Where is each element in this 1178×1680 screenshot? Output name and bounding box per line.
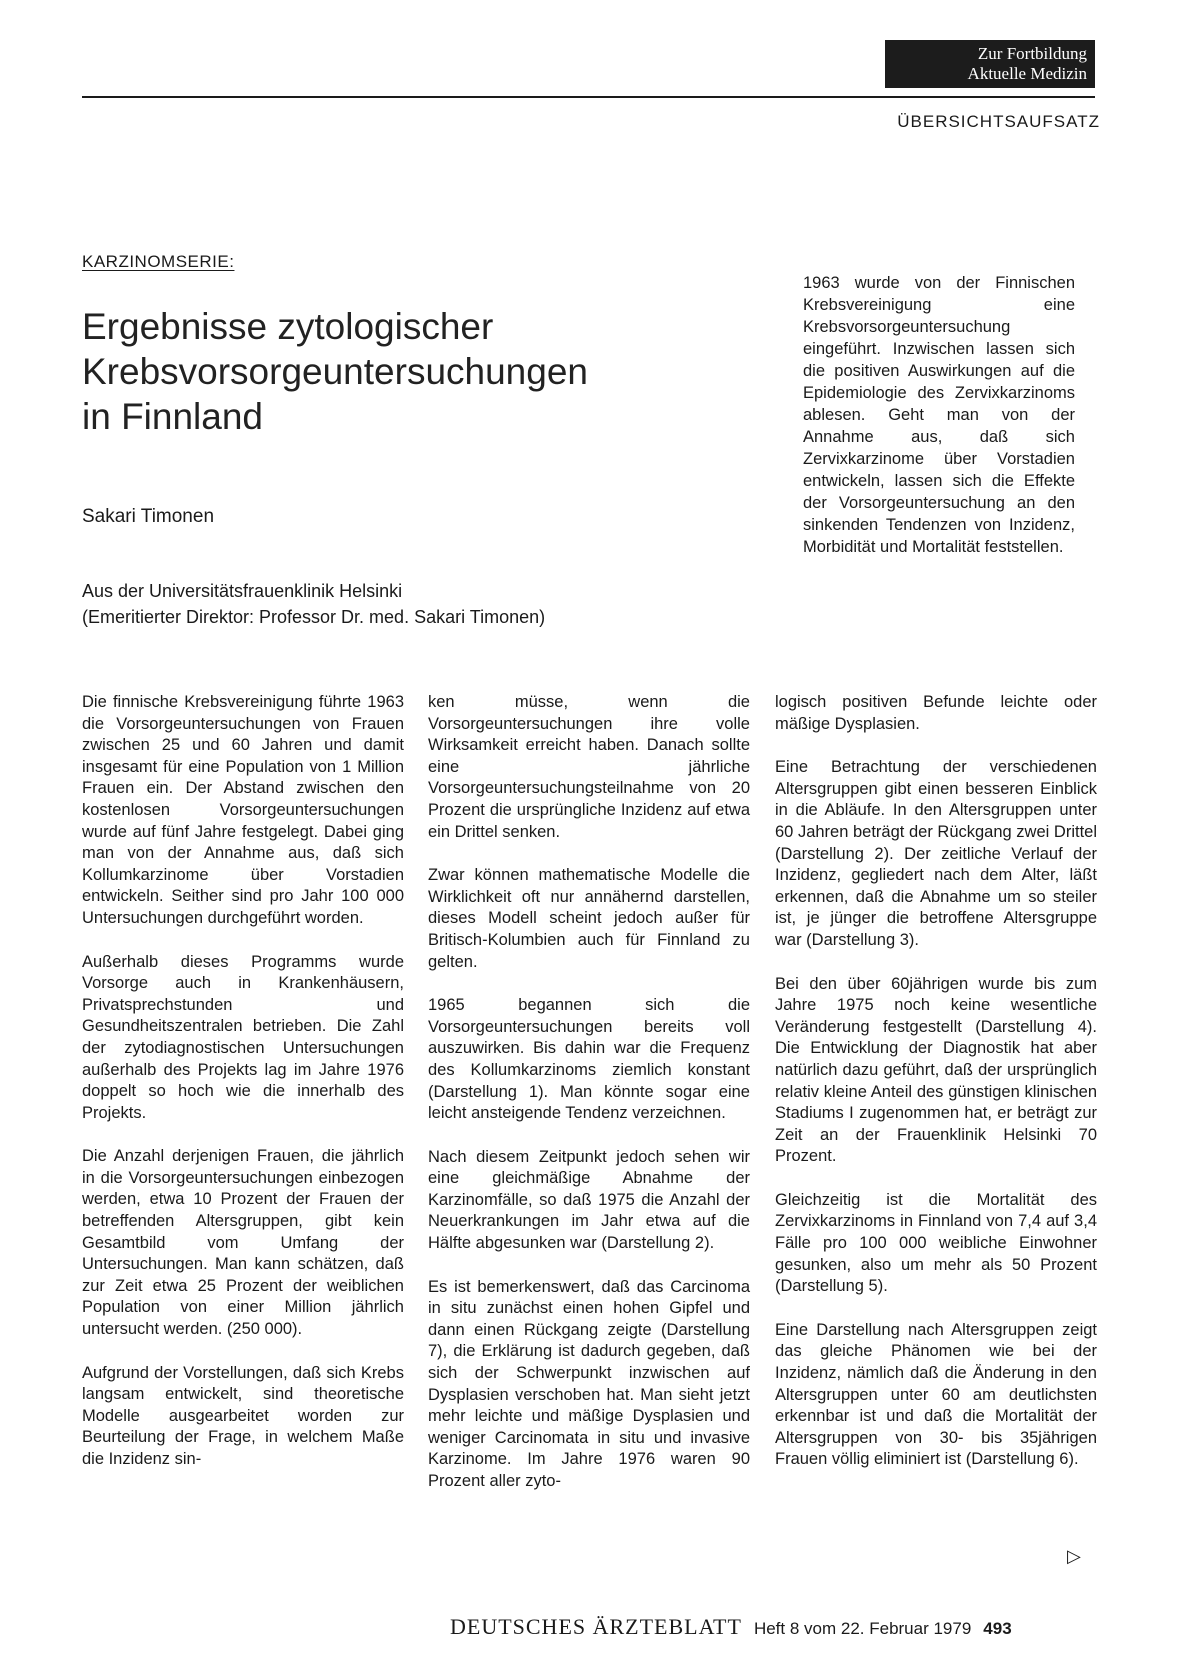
paragraph: ken müsse, wenn die Vorsorgeuntersuchungen ihre volle Wirksamkeit erreicht haben. Danach sollte eine jährliche Vorsorgeuntersuchungsteilnahme von 20 Prozent die ursprüngliche Inzidenz auf etwa ein Drittel senken.: [428, 693, 750, 841]
header-rule: [82, 96, 1095, 98]
paragraph: Eine Darstellung nach Altersgruppen zeigt das gleiche Phänomen wie bei der Inzidenz, nämlich daß die Änderung in den Altersgruppen unter 60 am deutlichsten erkennbar ist und daß die Mortalität der Altersgruppen von 30- bis 35jährigen Frauen völlig eliminiert ist (Darstellung 6).: [775, 1320, 1097, 1469]
body-column-3: [775, 692, 1097, 1493]
issue-info: Heft 8 vom 22. Februar 1979: [753, 1619, 972, 1638]
author-name: Sakari Timonen: [82, 506, 215, 527]
paragraph: Eine Betrachtung der verschiedenen Altersgruppen gibt einen besseren Einblick in die Abläufe. In den Altersgruppen unter 60 Jahren beträgt der Rückgang zwei Drittel (Darstellung 2). Der zeitliche Verlauf der Inzidenz, gegliedert nach dem Alter, läßt erkennen, daß die Abnahme um so steiler ist, je jünger die betroffene Altersgruppe war (Darstellung 3).: [775, 758, 1097, 949]
body-column-2: [428, 692, 750, 1515]
paragraph: Bei den über 60jährigen wurde bis zum Jahre 1975 noch keine wesentliche Veränderung festgestellt (Darstellung 4). Die Entwicklung der Diagnostik hat aber natürlich dazu geführt, daß der ursprünglich relativ kleine Anteil des günstigen klinischen Stadiums I zugenommen hat, er beträgt zur Zeit an der Frauenklinik Helsinki 70 Prozent.: [775, 974, 1097, 1166]
page-number: 493: [983, 1619, 1012, 1638]
paragraph: 1965 begannen sich die Vorsorgeuntersuchungen bereits voll auszuwirken. Bis dahin war die Frequenz des Kollumkarzinoms ziemlich konstant (Darstellung 1). Man könnte sogar eine leicht ansteigende Tendenz verzeichnen.: [428, 996, 750, 1123]
paragraph: Zwar können mathematische Modelle die Wirklichkeit oft nur annähernd darstellen, dieses Modell scheint jedoch außer für Britisch-Kolumbien auch für Finnland zu gelten.: [428, 866, 750, 971]
badge-line-2: Aktuelle Medizin: [967, 64, 1087, 83]
paragraph: Nach diesem Zeitpunkt jedoch sehen wir eine gleichmäßige Abnahme der Karzinomfälle, so daß 1975 die Anzahl der Neuerkrankungen im Jahr etwa auf die Hälfte abgesunken war (Darstellung 2).: [428, 1147, 750, 1253]
paragraph: Gleichzeitig ist die Mortalität des Zervixkarzinoms in Finnland von 7,4 auf 3,4 Fälle pro 100 000 weibliche Einwohner gesunken, also um mehr als 50 Prozent (Darstellung 5).: [775, 1190, 1097, 1296]
page-footer: [450, 1614, 1095, 1640]
paragraph: Die Anzahl derjenigen Frauen, die jährlich in die Vorsorgeuntersuchungen einbezogen werden, etwa 10 Prozent der Frauen der betreffenden Altersgruppen, gibt kein Gesamtbild vom Umfang der Untersuchungen. Man kann schätzen, daß zur Zeit etwa 25 Prozent der weiblichen Population von einer Million jährlich untersucht werden. (250 000).: [82, 1147, 404, 1339]
paragraph: logisch positiven Befunde leichte oder mäßige Dysplasien.: [775, 693, 1097, 733]
paragraph: Es ist bemerkenswert, daß das Carcinoma in situ zunächst einen hohen Gipfel und dann einen Rückgang zeigte (Darstellung 7), die Erklärung ist dadurch gegeben, daß sich der Schwerpunkt inzwischen auf Dysplasien verschoben hat. Man sieht jetzt mehr leichte und mäßige Dysplasien und weniger Carcinomata in situ und invasive Karzinome. Im Jahre 1976 waren 90 Prozent aller zyto-: [428, 1277, 750, 1490]
paragraph: Die finnische Krebsvereinigung führte 1963 die Vorsorgeuntersuchungen von Frauen zwischen 25 und 60 Jahren und damit insgesamt für eine Population von 1 Million Frauen ein. Der Abstand zwischen den kostenlosen Vorsorgeuntersuchungen wurde auf fünf Jahre festgelegt. Dabei ging man von der Annahme aus, daß sich Kollumkarzinome über Vorstadien entwickeln. Seither sind pro Jahr 100 000 Untersuchungen durchgeführt worden.: [82, 693, 404, 927]
body-column-1: [82, 692, 404, 1493]
title-line-3: in Finnland: [82, 396, 264, 437]
paragraph: Aufgrund der Vorstellungen, daß sich Krebs langsam entwickelt, sind theoretische Modelle ausgearbeitet worden zur Beurteilung der Frage, in welchem Maße die Inzidenz sin-: [82, 1363, 404, 1468]
affiliation-line-2: (Emeritierter Direktor: Professor Dr. med. Sakari Timonen): [82, 607, 546, 627]
badge-line-1: Zur Fortbildung: [977, 44, 1087, 63]
continue-arrow-icon: ▷: [1067, 1546, 1081, 1566]
affiliation: [82, 578, 545, 630]
series-label: KARZINOMSERIE:: [82, 252, 235, 271]
article-title: [82, 304, 742, 439]
title-line-1: Ergebnisse zytologischer: [82, 306, 494, 347]
section-badge: [885, 40, 1095, 88]
section-label: ÜBERSICHTSAUFSATZ: [897, 112, 1100, 131]
abstract: 1963 wurde von der Finnischen Krebsvereinigung eine Krebsvorsorgeuntersuchung eingeführt. Inzwischen lassen sich die positiven Auswirkungen auf die Epidemiologie des Zervixkarzinoms ablesen. Geht man von der Annahme aus, daß sich Zervixkarzinome über Vorstadien entwickeln, lassen sich die Effekte der Vorsorgeuntersuchung an den sinkenden Tendenzen von Inzidenz, Morbidität und Mortalität feststellen.: [803, 274, 1075, 556]
journal-name: DEUTSCHES ÄRZTEBLATT: [450, 1614, 742, 1639]
title-line-2: Krebsvorsorgeuntersuchungen: [82, 351, 588, 392]
affiliation-line-1: Aus der Universitätsfrauenklinik Helsinki: [82, 581, 403, 601]
paragraph: Außerhalb dieses Programms wurde Vorsorge auch in Krankenhäusern, Privatsprechstunden und Gesundheitszentralen betrieben. Die Zahl der zytodiagnostischen Untersuchungen außerhalb des Projekts lag im Jahre 1976 doppelt so hoch wie die innerhalb des Projekts.: [82, 952, 404, 1122]
